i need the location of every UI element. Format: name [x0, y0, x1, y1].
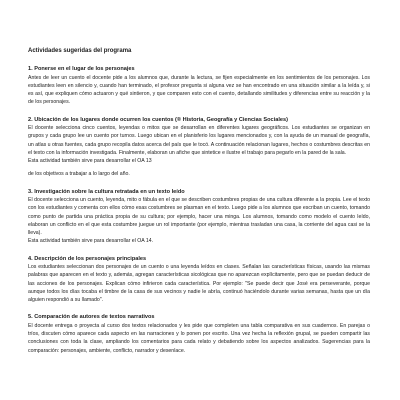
section-2 [28, 116, 370, 179]
section-paragraph: Esta actividad también sirve para desarrollar el OA 13 [28, 158, 152, 164]
section-paragraph: Los estudiantes seleccionan dos personajes de un cuento o una leyenda leídos en clases. Señalan las características físicas, usando las mismas palabras que aparecen en el texto y, además, agregan características sicológicas que no aparezcan explícitamente, pero que se puedan deducir de las acciones de los personajes. Explican cómo infirieron cada característica. Por ejemplo: "Se puede decir que José era perseverante, porque aunque todos los días tocaba el timbre de la casa de sus vecinos y nadie le abría, continuó haciéndolo durante varias semanas, hasta que un día alguien respondió a su llamado". [28, 264, 370, 303]
document-title: Actividades sugeridas del programa [28, 48, 132, 54]
section-paragraph: Esta actividad también sirve para desarrollar el OA 14. [28, 238, 154, 245]
section-4 [28, 255, 370, 305]
section-note: de los objetivos a trabajar a lo largo del año. [28, 171, 130, 178]
section-heading: 4. Descripción de los personajes principales [28, 255, 147, 262]
section-paragraph: Antes de leer un cuento el docente pide a los alumnos que, durante la lectura, se fijen especialmente en los sentimientos de los personajes. Los estudiantes leen en silencio y, cuando han terminado, el profesor pregunta si alguna vez se han encontrado en una situación similar a la leída y, si es así, que expliquen cómo actuaron y qué sintieron, y que comparen esto con el cuento, detallando similitudes y diferencias entre su reacción y la de los personajes. [28, 74, 370, 106]
section-heading: 2. Ubicación de los lugares donde ocurren los cuentos (® Historia, Geografía y Ciencias Sociales) [28, 116, 288, 123]
section-paragraph: El docente selecciona cinco cuentos, leyendas o mitos que se desarrollan en diferentes lugares geográficos. Los estudiantes se organizan en grupos y cada grupo lee un cuento por turnos. Luego ubican en el planisferio los lugares mencionados y, con la ayuda de un manual de geografía, un atlas u otras fuentes, cada grupo recopila datos acerca del país que le tocó. A continuación relacionan lugares, hechos o costumbres descritas en el texto con la información investigada. Finalmente, elaboran un afiche que sintetice e ilustre el trabajo para pegarlo en la pared de la sala. [28, 125, 370, 156]
section-heading: 5. Comparación de autores de textos narrativos [28, 314, 155, 321]
section-paragraph: El docente selecciona un cuento, leyenda, mito o fábula en el que se describen costumbres propias de una cultura diferente a la propia. Lee el texto con los estudiantes y comenta con ellos cómo esas costumbres se plasman en el texto. Luego pide a los alumnos que escriban un cuento, tomando como punto de partida una práctica propia de su cultura; por ejemplo, hacer una minga. Los alumnos, tomando como modelo el cuento leído, elaboran un conflicto en el que esta costumbre juegue un rol importante (por ejemplo, mientras trasladan una casa, la corriente del agua casi se la lleva). [28, 197, 370, 236]
section-heading: 1. Ponerse en el lugar de los personajes [28, 66, 135, 72]
section-paragraph: El docente entrega o proyecta al curso dos textos relacionados y les pide que completen una tabla comparativa en sus cuadernos. En parejas o tríos, discuten cómo aparece cada aspecto en las narraciones y lo ponen por escrito. Una vez hecha la reflexión grupal, se pueden compartir las conclusiones con toda la clase, ampliando los comentarios para cada relato y debatiendo sobre los aspectos analizados. Sugerencias para la comparación: personajes, ambiente, conflicto, narrador y desenlace. [28, 322, 370, 354]
section-3 [28, 188, 370, 246]
section-1 [28, 65, 370, 107]
section-heading: 3. Investigación sobre la cultura retratada en un texto leído [28, 188, 185, 195]
section-5 [28, 313, 370, 355]
